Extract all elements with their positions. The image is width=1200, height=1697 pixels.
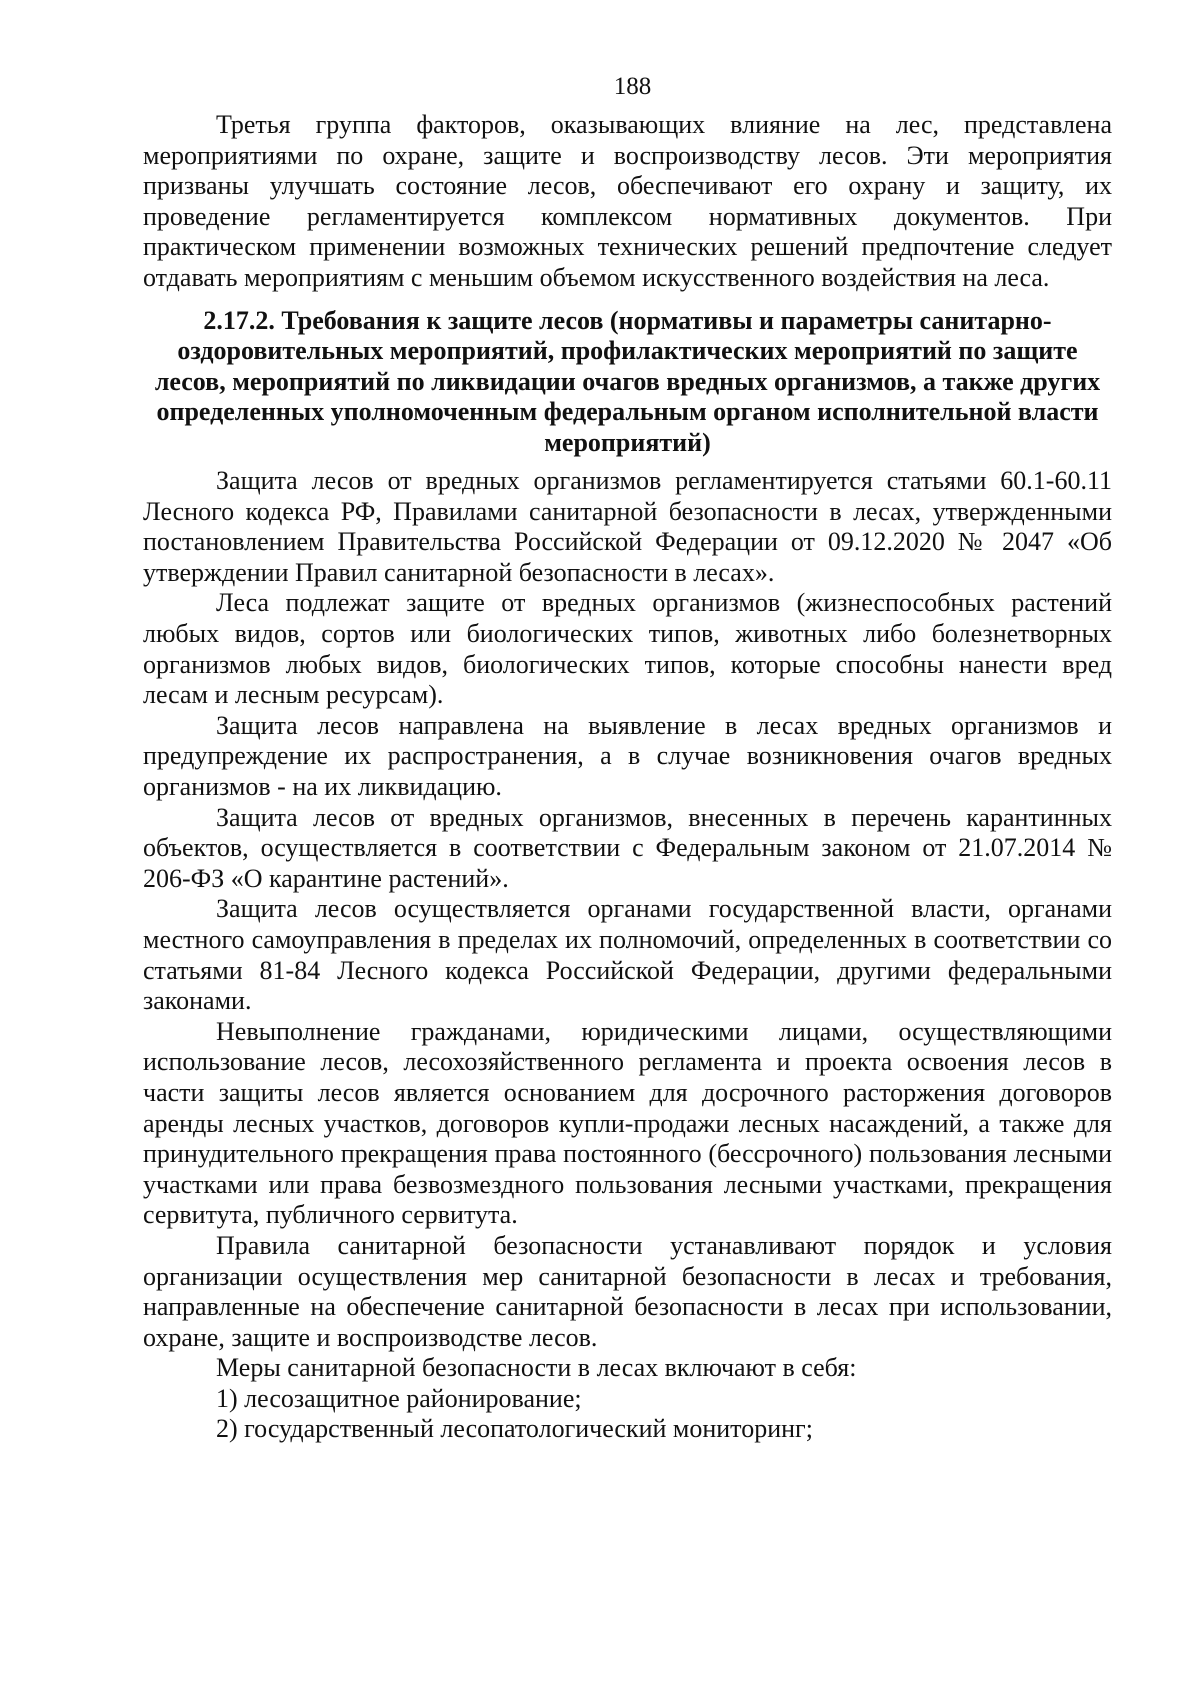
list-item: 2) государственный лесопатологический мониторинг; <box>216 1414 813 1444</box>
paragraph-legal-basis: Защита лесов от вредных организмов регламентируется статьями 60.1-60.11 Лесного кодекса РФ, Правилами санитарной безопасности в лесах, утвержденными постановлением Правительства Российской Федерации от 09.12.2020 № 2047 «Об утверждении Правил санитарной безопасности в лесах». <box>143 466 1112 587</box>
paragraph-measures-intro: Меры санитарной безопасности в лесах включают в себя: <box>216 1353 857 1383</box>
paragraph-protection-aim: Защита лесов направлена на выявление в лесах вредных организмов и предупреждение их распространения, а в случае возникновения очагов вредных организмов - на их ликвидацию. <box>143 710 1112 801</box>
page-number: 188 <box>613 73 652 100</box>
paragraph-protection-scope: Леса подлежат защите от вредных организмов (жизнеспособных растений любых видов, сортов или биологических типов, животных либо болезнетворных организмов любых видов, биологических типов, которые способны нанести вред лесам и лесным ресурсам). <box>143 588 1112 710</box>
paragraph-quarantine: Защита лесов от вредных организмов, внесенных в перечень карантинных объектов, осуществляется в соответствии с Федеральным законом от 21.07.2014 № 206-ФЗ «О карантине растений». <box>143 802 1112 893</box>
section-heading: 2.17.2. Требования к защите лесов (нормативы и параметры санитарно-оздоровительных мероприятий, профилактических мероприятий по защите лесов, мероприятий по ликвидации очагов вредных организмов, а также других определенных уполномоченным федеральным органом исполнительной власти мероприятий) <box>154 305 1101 457</box>
paragraph-authorities: Защита лесов осуществляется органами государственной власти, органами местного самоуправления в пределах их полномочий, определенных в соответствии со статьями 81-84 Лесного кодекса Российской Федерации, другими федеральными законами. <box>143 894 1112 1016</box>
intro-paragraph: Третья группа факторов, оказывающих влияние на лес, представлена мероприятиями по охране, защите и воспроизводству лесов. Эти мероприятия призваны улучшать состояние лесов, обеспечивают его охрану и защиту, их проведение регламентируется комплексом нормативных документов. При практическом применении возможных технических решений предпочтение следует отдавать мероприятиям с меньшим объемом искусственного воздействия на леса. <box>143 110 1112 292</box>
paragraph-noncompliance: Невыполнение гражданами, юридическими лицами, осуществляющими использование лесов, лесохозяйственного регламента и проекта освоения лесов в части защиты лесов является основанием для досрочного расторжения договоров аренды лесных участков, договоров купли-продажи лесных насаждений, а также для принудительного прекращения права постоянного (бессрочного) пользования лесными участками или права безвозмездного пользования лесными участками, прекращения сервитута, публичного сервитута. <box>143 1016 1112 1230</box>
list-item: 1) лесозащитное районирование; <box>216 1383 582 1413</box>
paragraph-sanitary-rules: Правила санитарной безопасности устанавливают порядок и условия организации осуществления мер санитарной безопасности в лесах и требования, направленные на обеспечение санитарной безопасности в лесах при использовании, охране, защите и воспроизводстве лесов. <box>143 1230 1112 1352</box>
